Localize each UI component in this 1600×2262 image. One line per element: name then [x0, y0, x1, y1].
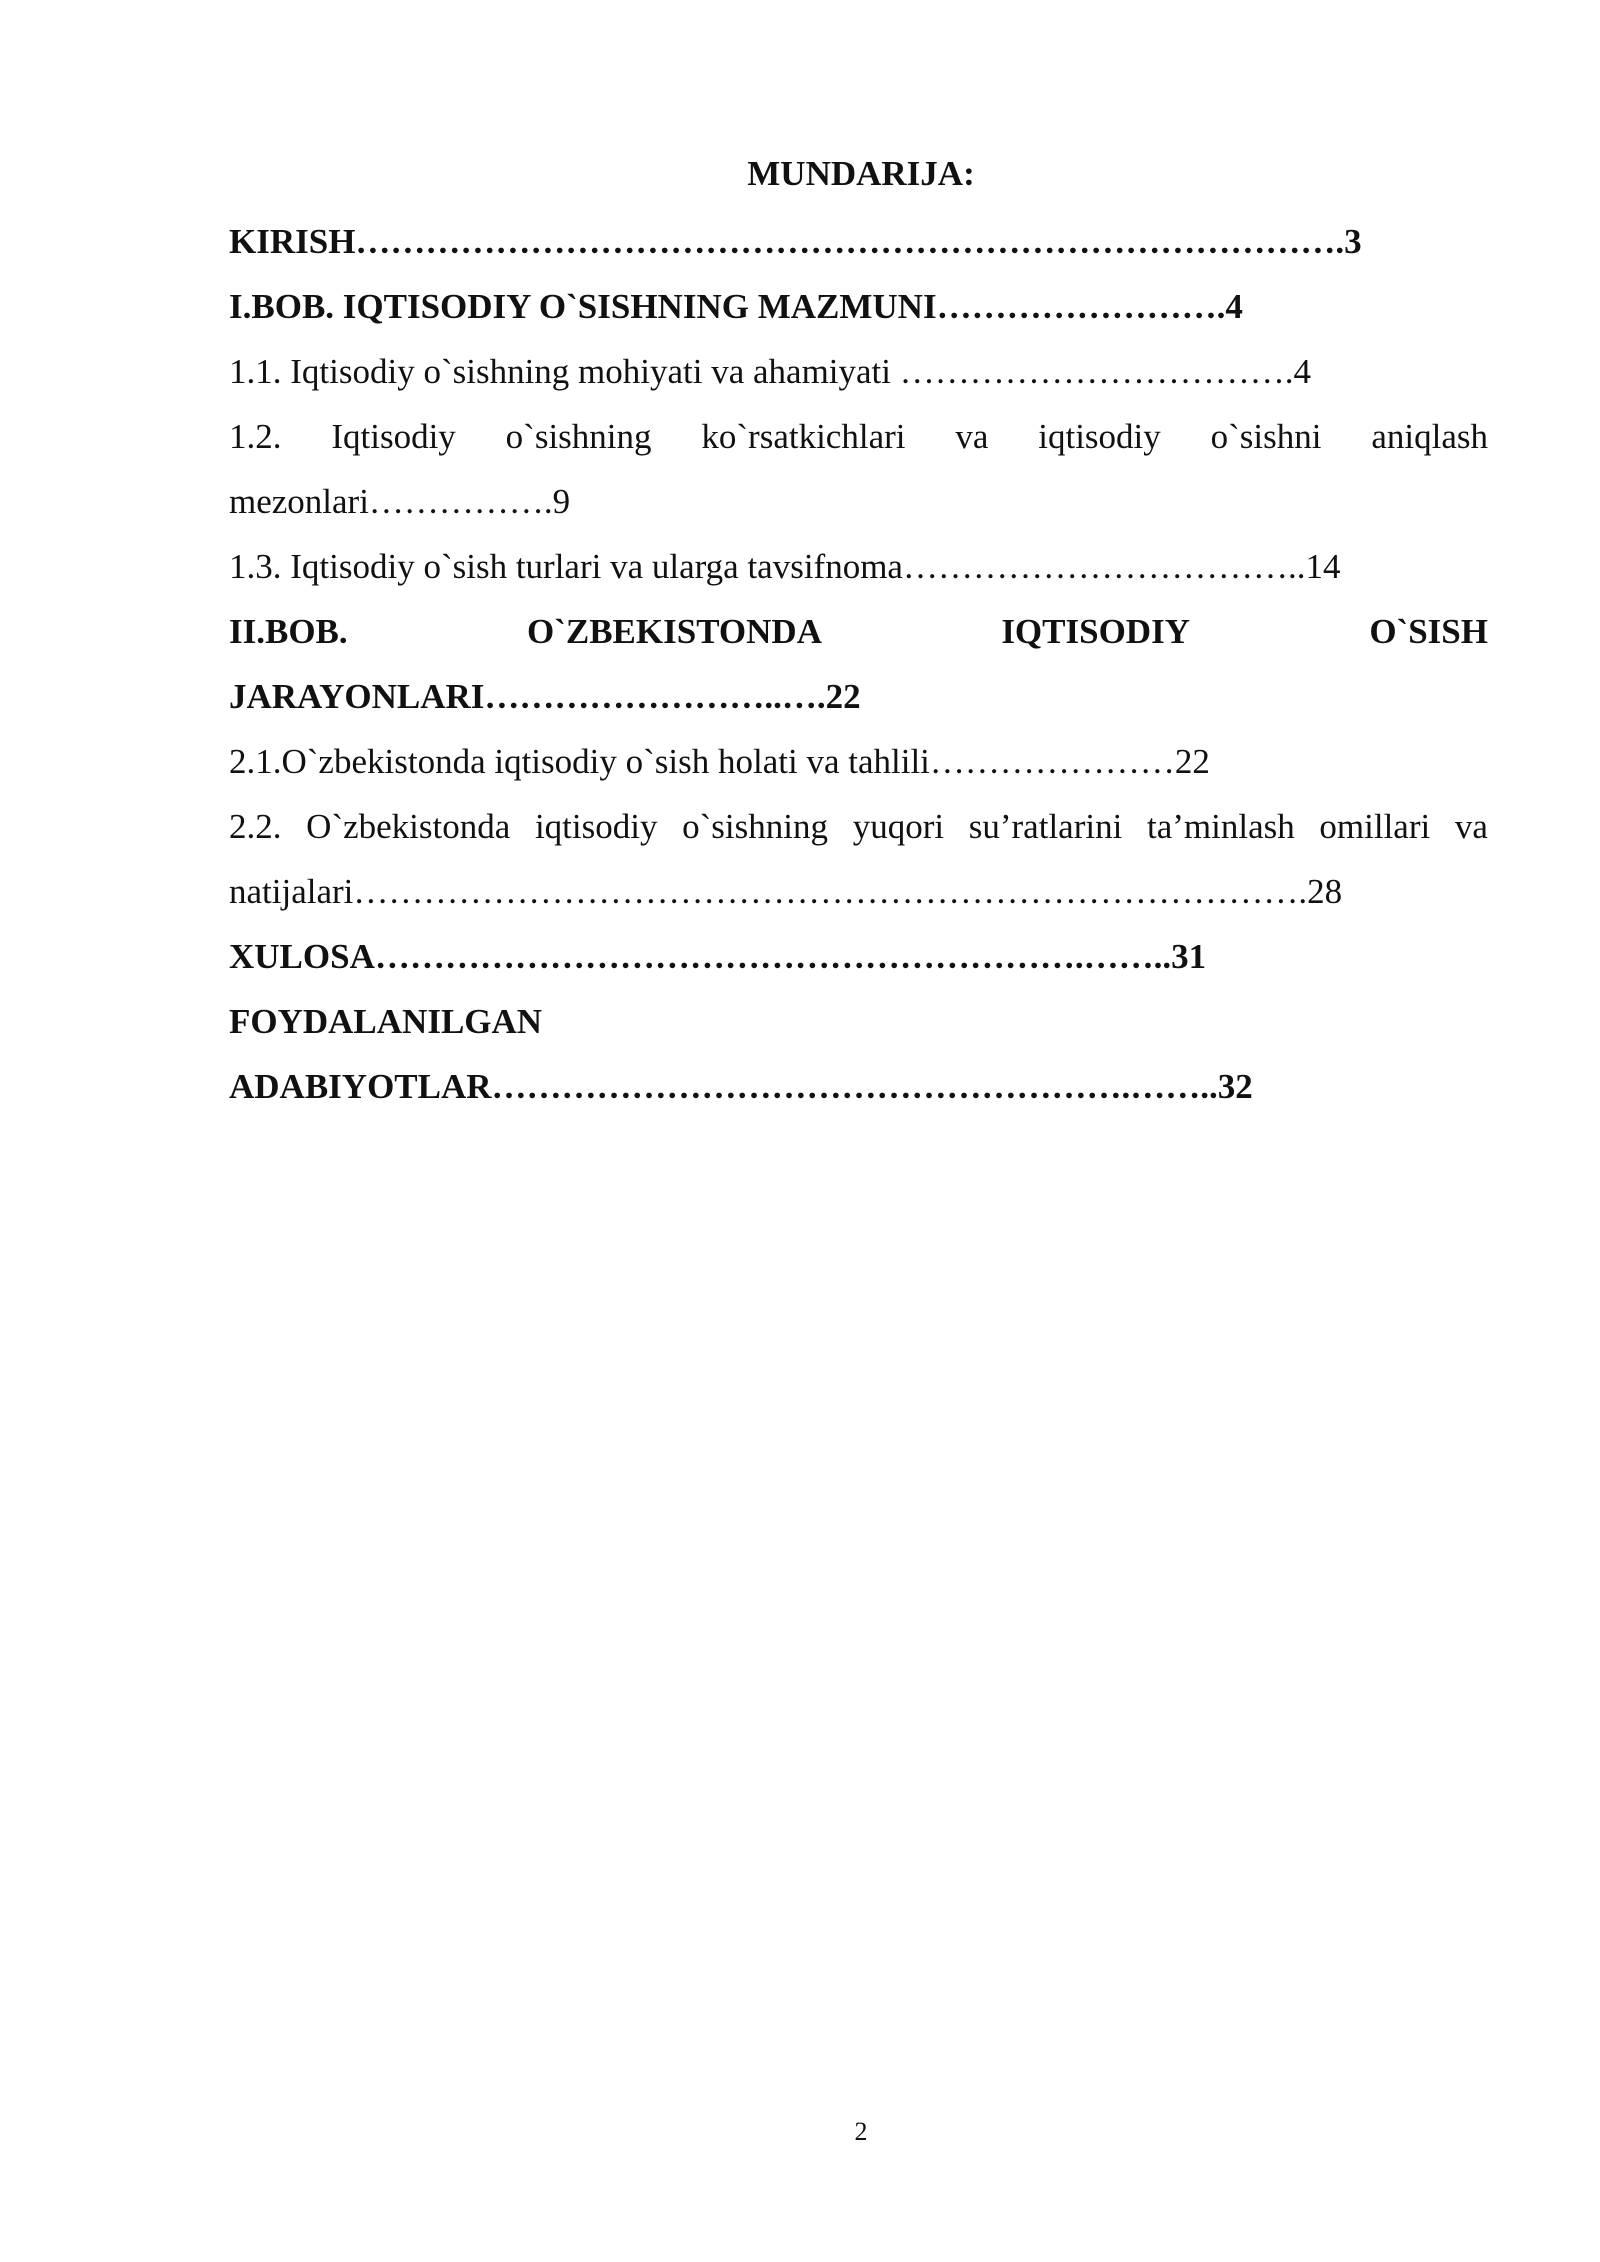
toc-word: IQTISODIY: [1001, 612, 1190, 651]
toc-word: O`zbekistonda: [306, 807, 511, 846]
toc-word: va: [955, 417, 989, 456]
toc-word: omillari: [1319, 807, 1431, 846]
toc-word: iqtisodiy: [534, 807, 658, 846]
toc-word: su’ratlarini: [968, 807, 1123, 846]
toc-entry-2-2-line-2: natijalari……………………………………………………………………….28: [229, 872, 1343, 911]
toc-entry-2-1: 2.1.O`zbekistonda iqtisodiy o`sish holati va tahlili…………………22: [229, 742, 1210, 781]
toc-word: yuqori: [852, 807, 945, 846]
toc-entry-1-1: 1.1. Iqtisodiy o`sishning mohiyati va ahamiyati …………………………….4: [229, 352, 1312, 391]
toc-entry-chapter-1: I.BOB. IQTISODIY O`SISHNING MAZMUNI…………………….4: [229, 287, 1243, 326]
toc-word: II.BOB.: [229, 612, 348, 651]
page-number: 2: [854, 2117, 868, 2146]
toc-entry-2-2-line-1: [229, 794, 1488, 859]
toc-entry-references-line-1: FOYDALANILGAN: [229, 1002, 543, 1041]
toc-entry-1-2-line-1: [229, 404, 1488, 469]
toc-word: aniqlash: [1371, 417, 1488, 456]
table-of-contents: [229, 209, 1488, 1119]
toc-entry-chapter-2-line-1: [229, 599, 1488, 664]
toc-title: MUNDARIJA:: [747, 154, 975, 193]
toc-word: 1.2.: [229, 417, 282, 456]
toc-word: o`sishning: [505, 417, 652, 456]
toc-word: va: [1454, 807, 1488, 846]
toc-entry-references-line-2: ADABIYOTLAR……………………………………………….……..32: [229, 1067, 1253, 1106]
toc-word: ko`rsatkichlari: [701, 417, 906, 456]
toc-entry-1-2-line-2: mezonlari…………….9: [229, 482, 571, 521]
toc-entry-kirish: KIRISH………………………………………………………………………….3: [229, 222, 1362, 261]
toc-entry-1-3: 1.3. Iqtisodiy o`sish turlari va ularga tavsifnoma……………………………..14: [229, 547, 1341, 586]
toc-word: o`sishni: [1210, 417, 1322, 456]
toc-word: O`ZBEKISTONDA: [526, 612, 822, 651]
toc-word: Iqtisodiy: [331, 417, 456, 456]
toc-word: 2.2.: [229, 807, 282, 846]
toc-word: ta’minlash: [1146, 807, 1295, 846]
toc-word: O`SISH: [1369, 612, 1488, 651]
toc-entry-chapter-2-line-2: JARAYONLARI……………………..….22: [229, 677, 861, 716]
toc-entry-xulosa: XULOSA…………………………………………………….……..31: [229, 937, 1207, 976]
toc-word: iqtisodiy: [1038, 417, 1161, 456]
toc-word: o`sishning: [682, 807, 829, 846]
